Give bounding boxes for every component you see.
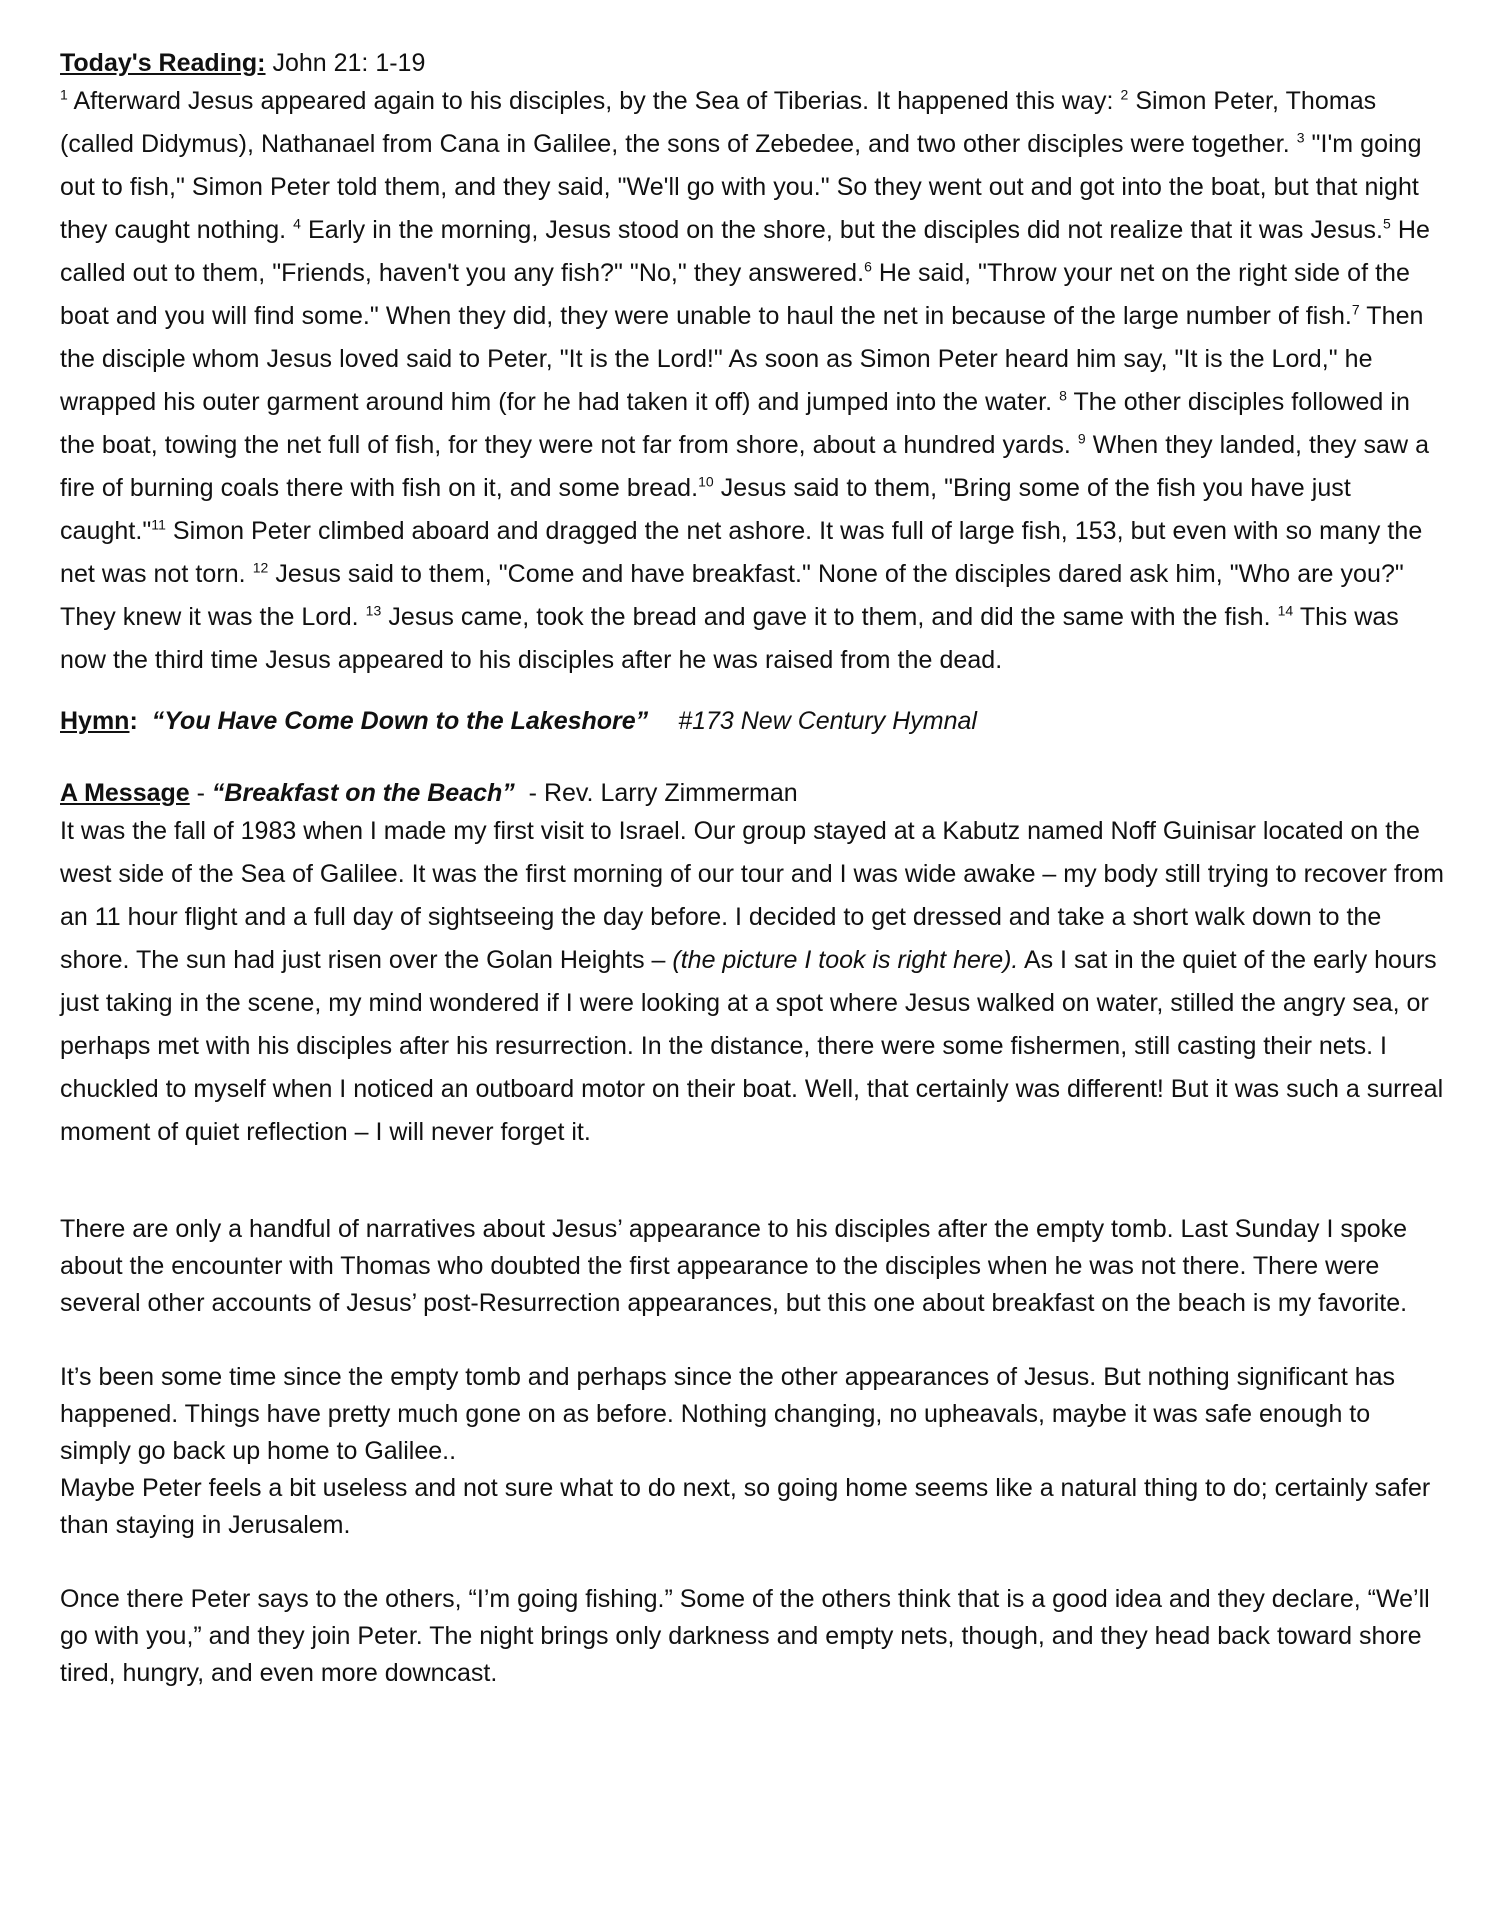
message-paragraph-2: It’s been some time since the empty tomb and perhaps since the other appearances of Jesus. But nothing significant has happened. Things have pretty much gone on as before. Nothing changing, no upheavals, maybe it was safe enough to simply go back up home to Galilee.. [60,1363,1396,1465]
document-page [60,46,1445,1692]
verse-text: Then the disciple whom Jesus loved said to Peter, "It is the Lord!" As soon as Simon Peter heard him say, "It is the Lord," he wrapped his outer garment around him (for he had taken it off) and jumped into the water. [60,302,1424,416]
verse-text: Jesus said to them, "Bring some of the fish you have just caught." [60,474,1351,545]
verse-number: 7 [1351,301,1360,318]
message-paragraph-1: There are only a handful of narratives about Jesus’ appearance to his disciples after the empty tomb. Last Sunday I spoke about the encounter with Thomas who doubted the first appearance to the disciples when he was not there. There were several other accounts of Jesus’ post-Resurrection appearances, but this one about breakfast on the beach is my favorite. [60,1215,1408,1317]
intro-italic-note: (the picture I took is right here). [672,946,1019,974]
message-title: “Breakfast on the Beach” [211,779,515,807]
verse-text: Early in the morning, Jesus stood on the shore, but the disciples did not realize that it was Jesus. [301,216,1384,244]
verse-number: 5 [1383,215,1391,232]
verse-number: 2 [1120,86,1129,103]
message-dash: - [189,779,212,807]
message-label: A Message [60,779,190,807]
verse-text: "I'm going out to fish," Simon Peter told them, and they said, "We'll go with you." So they went out and got into the boat, but that night they caught nothing. [60,130,1422,244]
verse-number: 1 [60,86,68,103]
intro-text-2: As I sat in the quiet of the early hours just taking in the scene, my mind wondered if I were looking at a spot where Jesus walked on water, stilled the angry sea, or perhaps met with his disciples after his resurrection. In the distance, there were some fishermen, still casting their nets. I chuckled to myself when I noticed an outboard motor on their boat. Well, that certainly was different! But it was such a surreal moment of quiet reflection – I will never forget it. [60,946,1444,1146]
verse-text: When they landed, they saw a fire of burning coals there with fish on it, and some bread. [60,431,1430,502]
verse-number: 8 [1059,387,1067,404]
verse-number: 6 [864,258,872,275]
verse-number: 4 [293,215,302,232]
message-paragraph-3: Once there Peter says to the others, “I’m going fishing.” Some of the others think that is a good idea and they declare, “We’ll go with you,” and they join Peter. The night brings only darkness and empty nets, though, and they head back toward shore tired, hungry, and even more downcast. [60,1585,1430,1687]
verse-text: He called out to them, "Friends, haven't you any fish?" "No," they answered. [60,216,1430,287]
message-intro-paragraph [60,810,1445,1154]
verse-number: 12 [252,559,269,576]
reading-label: Today's Reading: [60,49,266,77]
scripture-passage [60,80,1445,682]
message-heading [60,776,1445,810]
reading-reference: John 21: 1-19 [265,49,426,77]
hymn-book: #173 New Century Hymnal [678,707,977,735]
hymn-label: Hymn [60,707,130,735]
intro-text-1: It was the fall of 1983 when I made my first visit to Israel. Our group stayed at a Kabutz named Noff Guinisar located on the west side of the Sea of Galilee. It was the first morning of our tour and I was wide awake – my body still trying to recover from an 11 hour flight and a full day of sightseeing the day before. I decided to get dressed and take a short walk down to the shore. The sun had just risen over the Golan Heights – [60,817,1444,974]
verse-text: The other disciples followed in the boat, towing the net full of fish, for they were not far from shore, about a hundred yards. [60,388,1410,459]
hymn-line [60,704,1445,738]
verse-text: Jesus said to them, "Come and have breakfast." None of the disciples dared ask him, "Who are you?" They knew it was the Lord. [60,560,1404,631]
verse-text: Simon Peter climbed aboard and dragged the net ashore. It was full of large fish, 153, but even with so many the net was not torn. [60,517,1423,588]
verse-number: 9 [1077,430,1086,447]
verse-number: 3 [1296,129,1305,146]
reading-heading [60,46,1445,80]
verse-number: 11 [151,516,166,533]
verse-text: He said, "Throw your net on the right side of the boat and you will find some." When they did, they were unable to haul the net in because of the large number of fish. [60,259,1410,330]
message-paragraph-2b: Maybe Peter feels a bit useless and not sure what to do next, so going home seems like a natural thing to do; certainly safer than staying in Jerusalem. [60,1474,1431,1539]
verse-number: 10 [698,473,714,490]
verse-text: This was now the third time Jesus appeared to his disciples after he was raised from the dead. [60,603,1399,674]
verse-number: 13 [365,602,382,619]
verse-text: Afterward Jesus appeared again to his disciples, by the Sea of Tiberias. It happened this way: [67,87,1121,115]
hymn-colon: : [129,707,138,735]
verse-text: Simon Peter, Thomas (called Didymus), Nathanael from Cana in Galilee, the sons of Zebedee, and two other disciples were together. [60,87,1377,158]
hymn-title: “You Have Come Down to the Lakeshore” [151,707,649,735]
message-author: - Rev. Larry Zimmerman [514,779,798,807]
verse-number: 14 [1277,602,1294,619]
verse-text: Jesus came, took the bread and gave it to them, and did the same with the fish. [381,603,1278,631]
